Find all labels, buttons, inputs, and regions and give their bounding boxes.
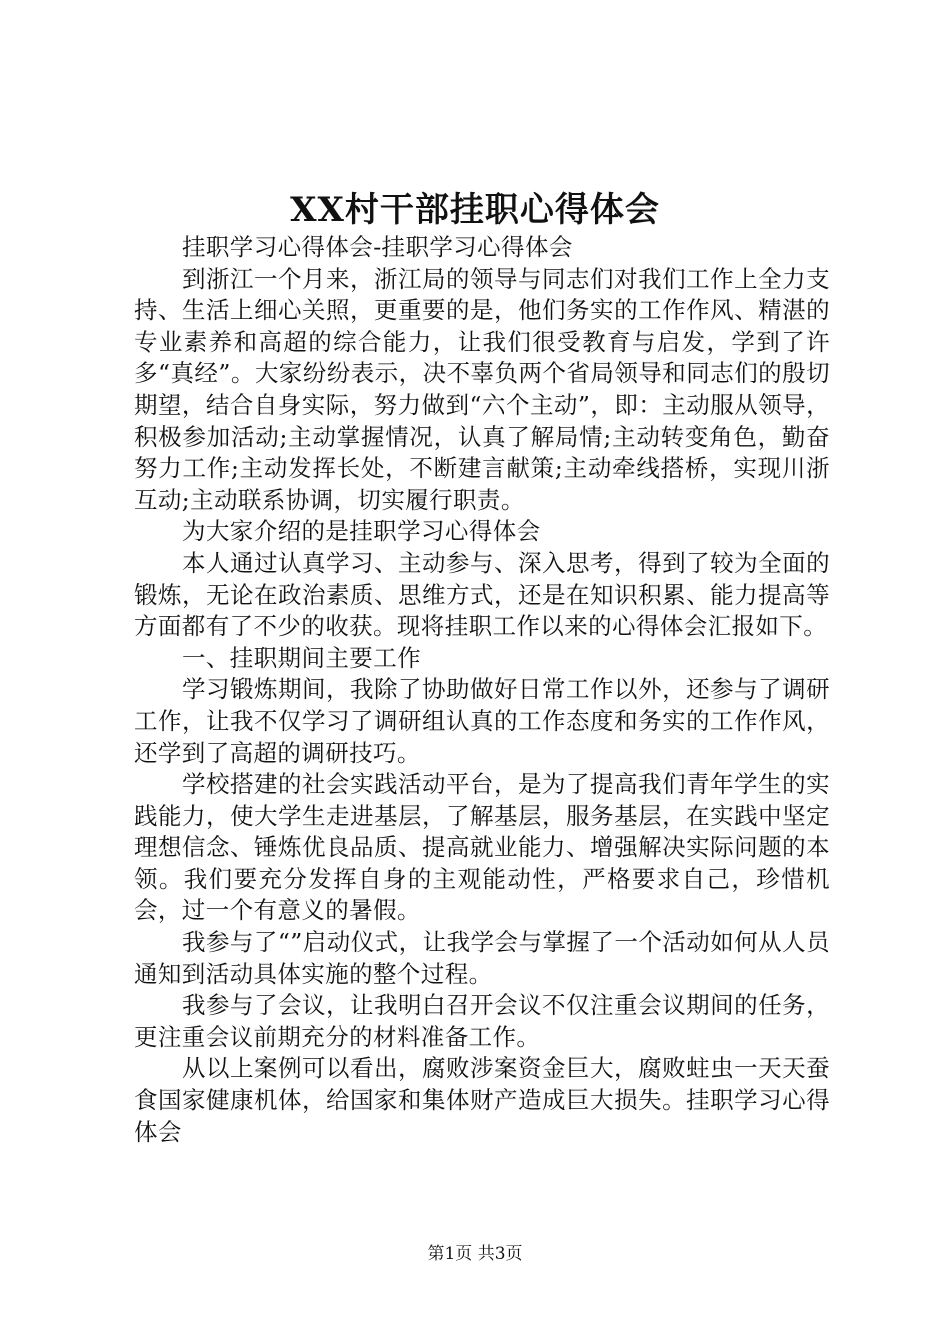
page-footer: 第1页 共3页 — [427, 1244, 523, 1264]
paragraph: 我参与了“”启动仪式，让我学会与掌握了一个活动如何从人员通知到活动具体实施的整个过程。 — [134, 928, 830, 988]
paragraph: 从以上案例可以看出，腐败涉案资金巨大，腐败蛀虫一天天蚕食国家健康机体，给国家和集体财产造成巨大损失。挂职学习心得体会 — [134, 1054, 830, 1146]
document-body — [134, 232, 830, 1148]
paragraph-subtitle: 挂职学习心得体会-挂职学习心得体会 — [182, 233, 573, 261]
paragraph: 学习锻炼期间，我除了协助做好日常工作以外，还参与了调研工作，让我不仅学习了调研组认真的工作态度和务实的工作作风，还学到了高超的调研技巧。 — [134, 675, 830, 767]
paragraph: 为大家介绍的是挂职学习心得体会 — [182, 517, 541, 546]
paragraph: 我参与了会议，让我明白召开会议不仅注重会议期间的任务，更注重会议前期充分的材料准备工作。 — [134, 991, 830, 1051]
paragraph: 学校搭建的社会实践活动平台，是为了提高我们青年学生的实践能力，使大学生走进基层，了解基层，服务基层，在实践中坚定理想信念、锤炼优良品质、提高就业能力、增强解决实际问题的本领。我们要充分发挥自身的主观能动性，严格要求自己，珍惜机会，过一个有意义的暑假。 — [134, 770, 830, 925]
document-title: XX村干部挂职心得体会 — [290, 190, 660, 230]
section-heading: 一、挂职期间主要工作 — [182, 643, 421, 672]
paragraph: 到浙江一个月来，浙江局的领导与同志们对我们工作上全力支持、生活上细心关照，更重要的是，他们务实的工作作风、精湛的专业素养和高超的综合能力，让我们很受教育与启发，学到了许多“真经”。大家纷纷表示，决不辜负两个省局领导和同志们的殷切期望，结合自身实际，努力做到“六个主动”，即：主动服从领导，积极参加活动;主动掌握情况，认真了解局情;主动转变角色，勤奋努力工作;主动发挥长处，不断建言献策;主动牵线搭桥，实现川浙互动;主动联系协调，切实履行职责。 — [134, 264, 830, 514]
paragraph: 本人通过认真学习、主动参与、深入思考，得到了较为全面的锻炼，无论在政治素质、思维方式，还是在知识积累、能力提高等方面都有了不少的收获。现将挂职工作以来的心得体会汇报如下。 — [134, 548, 830, 641]
